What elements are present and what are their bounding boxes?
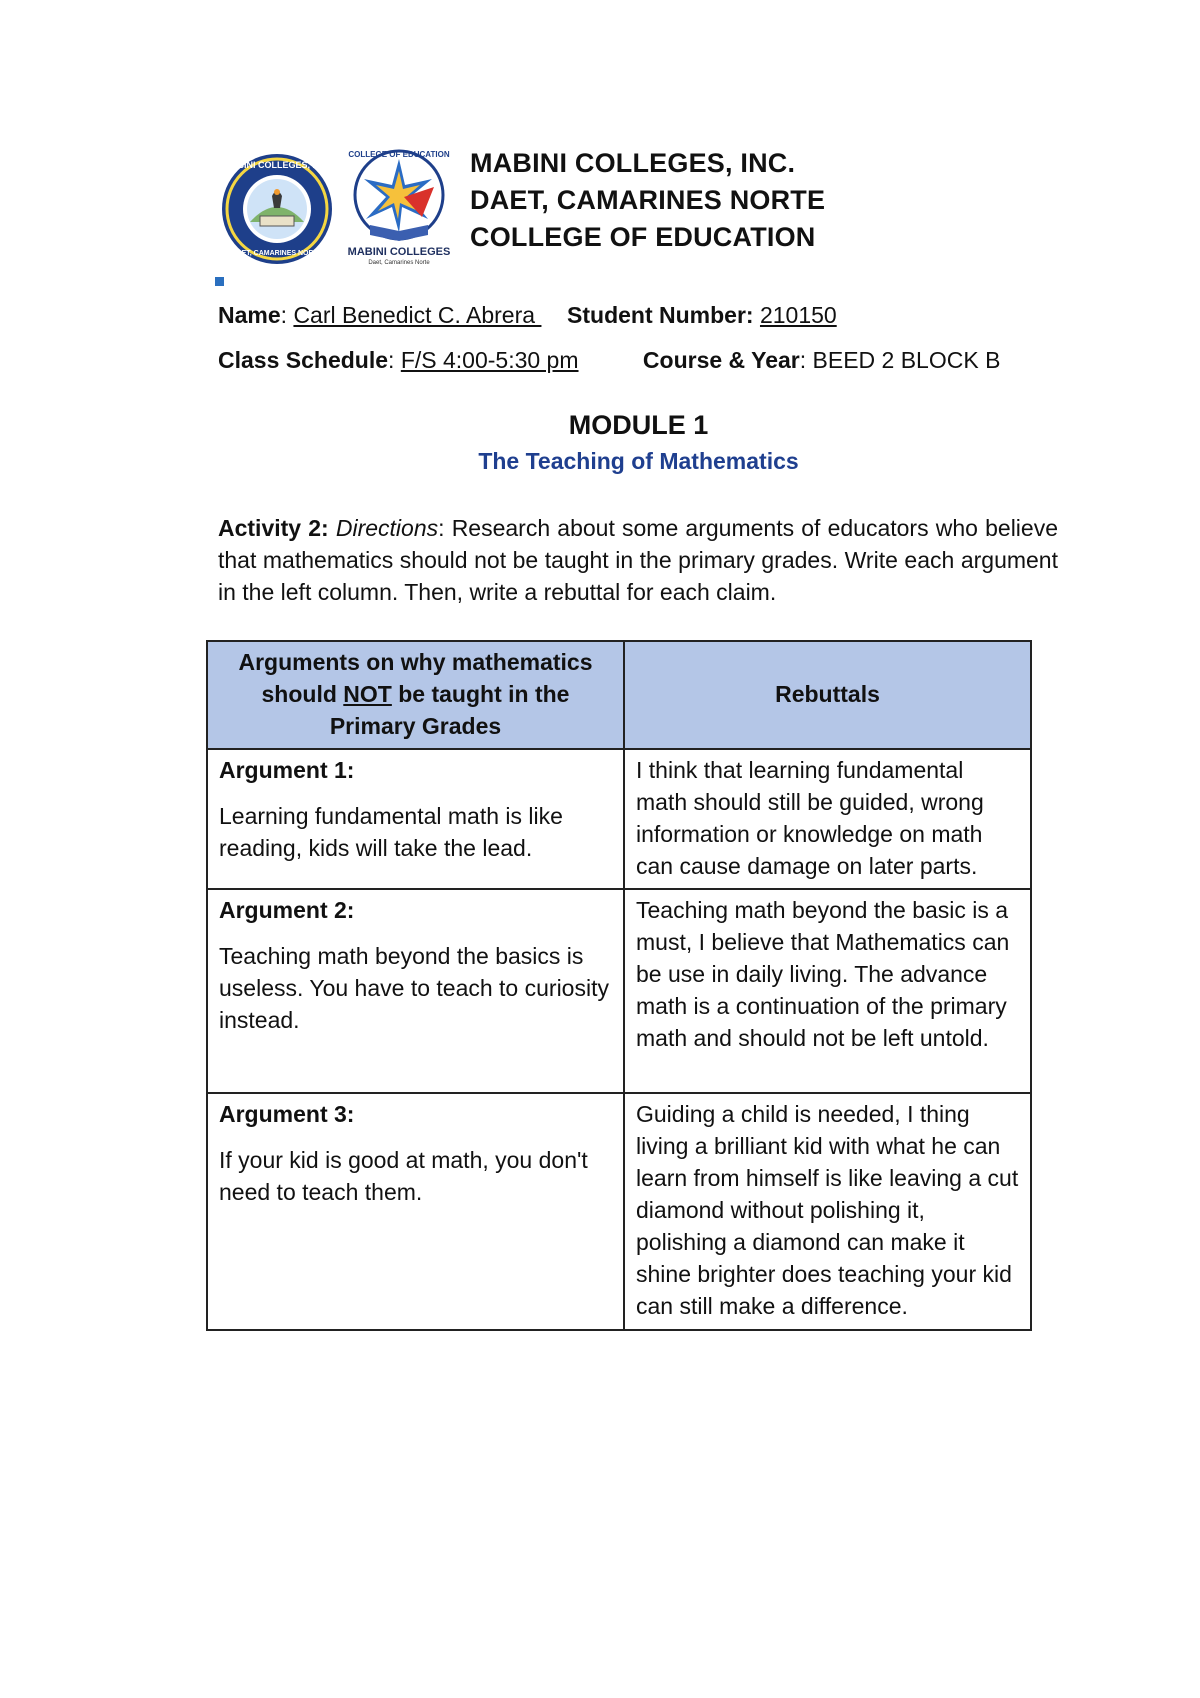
argument-text: If your kid is good at math, you don't need to teach them.	[219, 1147, 588, 1205]
svg-text:MABINI COLLEGES, INC.: MABINI COLLEGES, INC.	[223, 160, 331, 170]
header-arguments-text-2: be taught in the Primary Grades	[329, 681, 570, 739]
directions-label: Directions	[335, 515, 439, 541]
argument-text: Teaching math beyond the basics is useless. You have to teach to curiosity instead.	[219, 943, 609, 1033]
activity-label: Activity 2:	[218, 515, 329, 541]
student-number-value: 210150	[759, 302, 837, 328]
table-header-row	[207, 641, 1031, 749]
arguments-table	[206, 640, 1032, 1331]
table-row	[207, 749, 1031, 889]
schedule-value: F/S 4:00-5:30 pm	[400, 347, 579, 373]
directions-text: : Research about some arguments of educators who believe that mathematics should not be taught in the primary grades. Write each argument in the left column. Then, write a rebuttal for each claim.	[218, 515, 1058, 605]
argument-cell	[207, 749, 624, 889]
svg-text:Daet, Camarines Norte: Daet, Camarines Norte	[368, 260, 430, 266]
module-title: MODULE 1	[568, 410, 709, 440]
argument-text: Learning fundamental math is like reading, kids will take the lead.	[219, 803, 563, 861]
schedule-label: Class Schedule	[218, 347, 389, 373]
mabini-colleges-seal-logo	[220, 152, 334, 266]
college-of-education-logo	[342, 147, 456, 267]
activity-directions	[218, 512, 1058, 608]
schedule-row: Class Schedule: F/S 4:00-5:30 pm Course & Year: BEED 2 BLOCK B	[218, 347, 1001, 373]
rebuttal-cell: Teaching math beyond the basic is a must, I believe that Mathematics can be use in daily living. The advance math is a continuation of the primary math and should not be left untold.	[624, 889, 1031, 1093]
argument-cell	[207, 1093, 624, 1330]
course-value: BEED 2 BLOCK B	[812, 347, 1001, 373]
header-arguments	[207, 641, 624, 749]
header-arguments-not: NOT	[343, 681, 392, 707]
name-label: Name	[218, 302, 281, 328]
school-name: MABINI COLLEGES, INC.	[470, 148, 796, 178]
college-name: COLLEGE OF EDUCATION	[470, 222, 816, 252]
argument-label: Argument 2:	[219, 897, 355, 923]
header-rebuttals: Rebuttals	[624, 641, 1031, 749]
header-arguments-text-1: Arguments on why mathematics should	[238, 649, 593, 707]
student-number-label: Student Number:	[567, 302, 754, 328]
rebuttal-cell: I think that learning fundamental math should still be guided, wrong information or knowledge on math can cause damage on later parts.	[624, 749, 1031, 889]
course-label: Course & Year	[642, 347, 800, 373]
letterhead	[220, 145, 1020, 265]
svg-text:DAET, CAMARINES NORTE: DAET, CAMARINES NORTE	[231, 250, 323, 257]
name-value: Carl Benedict C. Abrera	[293, 302, 542, 328]
argument-label: Argument 1:	[219, 757, 355, 783]
school-name-block	[470, 145, 825, 256]
table-row	[207, 889, 1031, 1093]
bullet-square-icon	[215, 277, 224, 286]
svg-text:COLLEGE OF EDUCATION: COLLEGE OF EDUCATION	[348, 150, 450, 159]
argument-label: Argument 3:	[219, 1101, 355, 1127]
rebuttal-cell: Guiding a child is needed, I thing living a brilliant kid with what he can learn from himself is like leaving a cut diamond without polishing it, polishing a diamond can make it shine brighter does teaching your kid can still make a difference.	[624, 1093, 1031, 1330]
student-name-row: Name: Carl Benedict C. Abrera Student Number: 210150	[218, 302, 837, 328]
module-subtitle: The Teaching of Mathematics	[478, 448, 799, 474]
svg-text:MABINI COLLEGES: MABINI COLLEGES	[347, 246, 451, 258]
argument-cell	[207, 889, 624, 1093]
school-address: DAET, CAMARINES NORTE	[470, 185, 826, 215]
table-row	[207, 1093, 1031, 1330]
